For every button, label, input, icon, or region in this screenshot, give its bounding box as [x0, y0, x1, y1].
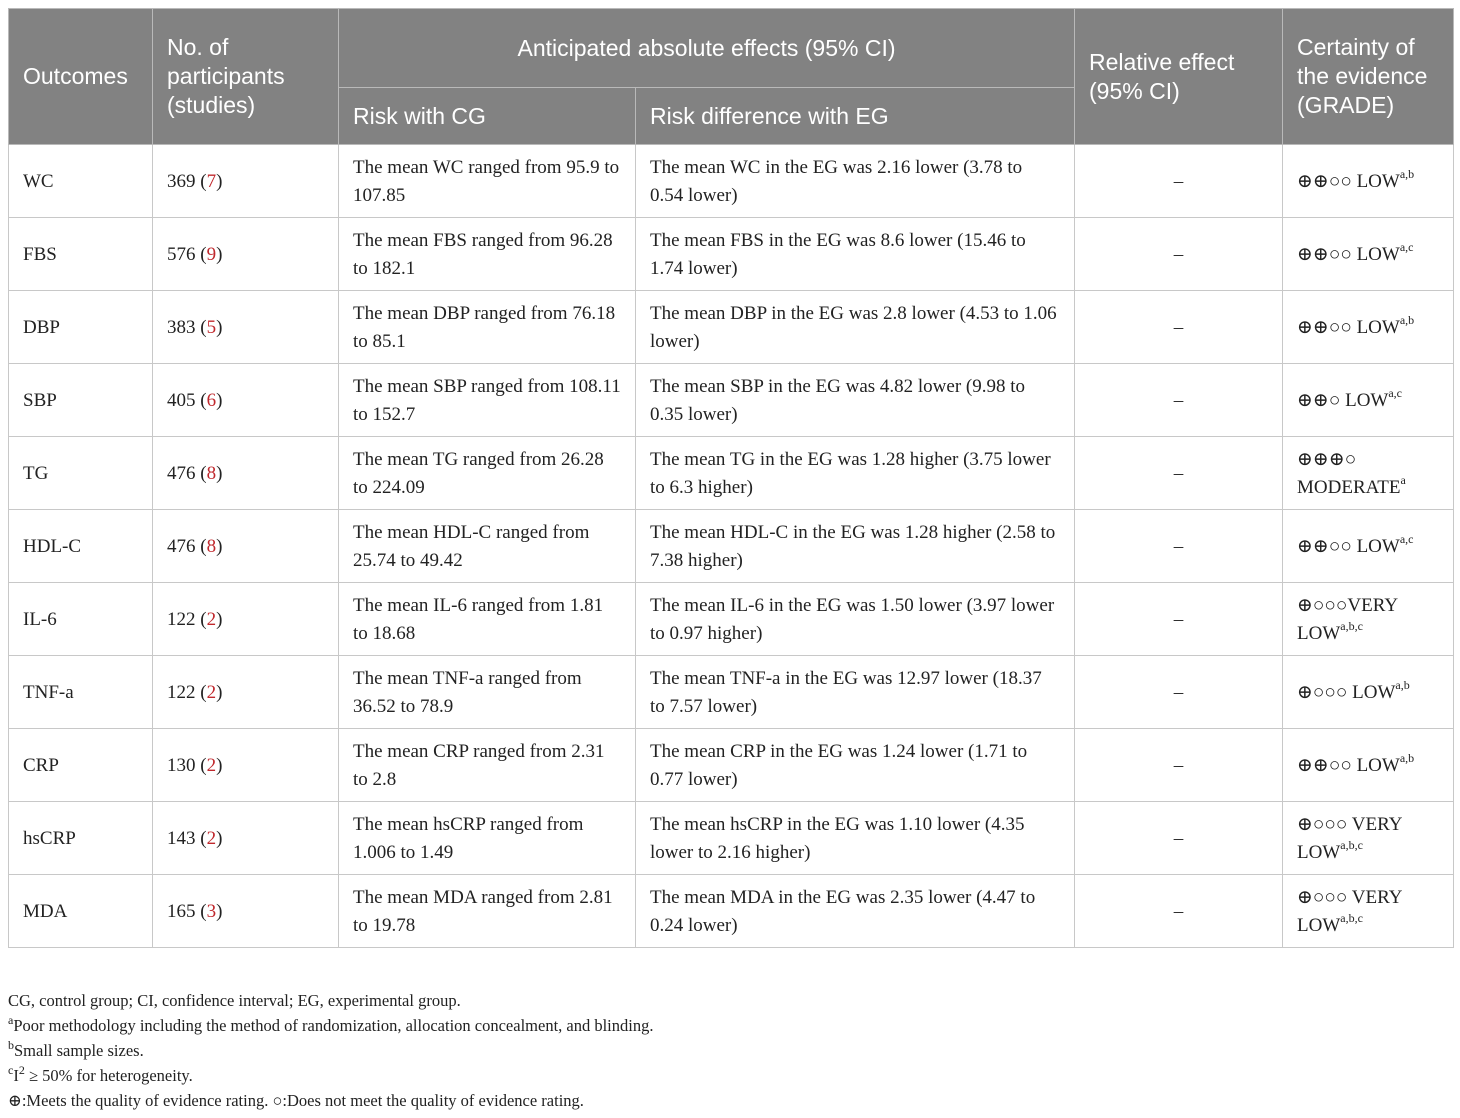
- table-row: [9, 656, 1454, 729]
- grade-label: LOW: [1356, 316, 1400, 338]
- grade-symbols: ⊕⊕⊕○: [1297, 449, 1357, 470]
- footnote-abbreviations: CG, control group; CI, confidence interval; EG, experimental group.: [8, 991, 461, 1010]
- footnote-a-text: Poor methodology including the method of randomization, allocation concealment, and blinding.: [13, 1016, 654, 1035]
- cell-participants: 405 (6): [153, 364, 339, 437]
- cell-certainty: [1283, 291, 1454, 364]
- cell-risk-difference: The mean TG in the EG was 1.28 higher (3.75 lower to 6.3 higher): [636, 437, 1075, 510]
- cell-outcome: IL-6: [9, 583, 153, 656]
- table-body: [9, 145, 1454, 948]
- grade-label: LOW: [1356, 535, 1400, 557]
- cell-certainty: [1283, 656, 1454, 729]
- header-certainty: Certainty of the evidence (GRADE): [1283, 9, 1454, 145]
- cell-risk-cg: The mean TNF-a ranged from 36.52 to 78.9: [339, 656, 636, 729]
- header-anticipated-effects: Anticipated absolute effects (95% CI): [339, 9, 1075, 88]
- grade-symbols: ⊕○○○ VERY: [1297, 887, 1402, 908]
- cell-participants: 476 (8): [153, 437, 339, 510]
- table-row: [9, 145, 1454, 218]
- cell-relative-effect: –: [1075, 583, 1283, 656]
- participants-count: 405: [167, 389, 196, 411]
- cell-risk-difference: The mean TNF-a in the EG was 12.97 lower (18.37 to 7.57 lower): [636, 656, 1075, 729]
- cell-risk-cg: The mean SBP ranged from 108.11 to 152.7: [339, 364, 636, 437]
- grade-label: LOW: [1356, 243, 1400, 265]
- cell-relative-effect: –: [1075, 729, 1283, 802]
- studies-count-link[interactable]: 9: [206, 243, 217, 265]
- grade-footnote-marks: a,b: [1399, 167, 1415, 182]
- cell-relative-effect: –: [1075, 437, 1283, 510]
- participants-count: 576: [167, 243, 196, 265]
- grade-symbols: ⊕⊕○: [1297, 389, 1341, 411]
- cell-risk-difference: The mean WC in the EG was 2.16 lower (3.78 to 0.54 lower): [636, 145, 1075, 218]
- footnote-b: [8, 1038, 1453, 1063]
- grade-label: MODERATE: [1297, 476, 1401, 498]
- cell-risk-cg: The mean FBS ranged from 96.28 to 182.1: [339, 218, 636, 291]
- cell-risk-difference: The mean DBP in the EG was 2.8 lower (4.53 to 1.06 lower): [636, 291, 1075, 364]
- cell-outcome: TNF-a: [9, 656, 153, 729]
- cell-risk-difference: The mean FBS in the EG was 8.6 lower (15.46 to 1.74 lower): [636, 218, 1075, 291]
- cell-relative-effect: –: [1075, 145, 1283, 218]
- grade-label: LOW: [1297, 841, 1341, 863]
- studies-count-link[interactable]: 3: [206, 900, 217, 922]
- grade-footnote-marks: a,b,c: [1340, 911, 1363, 926]
- grade-evidence-table: [8, 8, 1454, 948]
- cell-risk-cg: The mean DBP ranged from 76.18 to 85.1: [339, 291, 636, 364]
- grade-symbols: ⊕⊕○○: [1297, 243, 1352, 265]
- cell-participants: 369 (7): [153, 145, 339, 218]
- studies-count-link[interactable]: 6: [206, 389, 217, 411]
- cell-outcome: SBP: [9, 364, 153, 437]
- grade-footnote-marks: a,c: [1399, 240, 1414, 255]
- studies-count-link[interactable]: 2: [206, 681, 217, 703]
- grade-footnote-marks: a,c: [1399, 532, 1414, 547]
- participants-count: 383: [167, 316, 196, 338]
- grade-footnote-marks: a,b: [1399, 313, 1415, 328]
- cell-risk-cg: The mean IL-6 ranged from 1.81 to 18.68: [339, 583, 636, 656]
- participants-count: 130: [167, 754, 196, 776]
- studies-count-link[interactable]: 2: [206, 608, 217, 630]
- footnote-a: [8, 1013, 1453, 1038]
- cell-relative-effect: –: [1075, 875, 1283, 948]
- cell-risk-cg: The mean HDL-C ranged from 25.74 to 49.42: [339, 510, 636, 583]
- participants-count: 122: [167, 608, 196, 630]
- cell-certainty: [1283, 583, 1454, 656]
- grade-label: LOW: [1356, 170, 1400, 192]
- cell-outcome: FBS: [9, 218, 153, 291]
- grade-label: LOW: [1352, 681, 1396, 703]
- cell-outcome: WC: [9, 145, 153, 218]
- studies-count-link[interactable]: 8: [206, 535, 217, 557]
- cell-certainty: [1283, 875, 1454, 948]
- cell-risk-cg: The mean CRP ranged from 2.31 to 2.8: [339, 729, 636, 802]
- cell-outcome: CRP: [9, 729, 153, 802]
- footnote-c-text: ≥ 50% for heterogeneity.: [24, 1066, 193, 1085]
- grade-footnote-marks: a,b,c: [1340, 838, 1363, 853]
- footnote-c: [8, 1063, 1453, 1088]
- footnote-symbols: ⊕:Meets the quality of evidence rating. ○:Does not meet the quality of evidence rating.: [8, 1091, 584, 1110]
- header-outcomes: Outcomes: [9, 9, 153, 145]
- cell-outcome: TG: [9, 437, 153, 510]
- table-row: [9, 437, 1454, 510]
- participants-count: 476: [167, 462, 196, 484]
- studies-count-link[interactable]: 5: [206, 316, 217, 338]
- cell-risk-difference: The mean HDL-C in the EG was 1.28 higher (2.58 to 7.38 higher): [636, 510, 1075, 583]
- footnote-b-text: Small sample sizes.: [14, 1041, 144, 1060]
- footnote-a-mark: a: [8, 1012, 14, 1027]
- participants-count: 476: [167, 535, 196, 557]
- grade-footnote-marks: a,c: [1388, 386, 1403, 401]
- cell-certainty: [1283, 437, 1454, 510]
- cell-risk-difference: The mean SBP in the EG was 4.82 lower (9.98 to 0.35 lower): [636, 364, 1075, 437]
- evidence-table-container: [8, 8, 1453, 948]
- cell-outcome: MDA: [9, 875, 153, 948]
- grade-label: LOW: [1356, 754, 1400, 776]
- table-row: [9, 583, 1454, 656]
- table-row: [9, 729, 1454, 802]
- footnote-b-mark: b: [8, 1037, 14, 1052]
- cell-relative-effect: –: [1075, 364, 1283, 437]
- studies-count-link[interactable]: 8: [206, 462, 217, 484]
- grade-footnote-marks: a,b,c: [1340, 619, 1363, 634]
- cell-outcome: DBP: [9, 291, 153, 364]
- grade-symbols: ⊕○○○: [1297, 681, 1348, 703]
- cell-risk-cg: The mean TG ranged from 26.28 to 224.09: [339, 437, 636, 510]
- cell-participants: 122 (2): [153, 583, 339, 656]
- cell-certainty: [1283, 218, 1454, 291]
- cell-risk-cg: The mean hsCRP ranged from 1.006 to 1.49: [339, 802, 636, 875]
- participants-count: 369: [167, 170, 196, 192]
- grade-symbols: ⊕⊕○○: [1297, 170, 1352, 192]
- cell-risk-difference: The mean hsCRP in the EG was 1.10 lower (4.35 lower to 2.16 higher): [636, 802, 1075, 875]
- cell-relative-effect: –: [1075, 291, 1283, 364]
- cell-certainty: [1283, 364, 1454, 437]
- participants-count: 165: [167, 900, 196, 922]
- footnote-c-i: I: [13, 1066, 19, 1085]
- cell-relative-effect: –: [1075, 218, 1283, 291]
- studies-count-link[interactable]: 7: [206, 170, 217, 192]
- cell-certainty: [1283, 510, 1454, 583]
- studies-count-link[interactable]: 2: [206, 827, 217, 849]
- cell-outcome: hsCRP: [9, 802, 153, 875]
- cell-risk-cg: The mean WC ranged from 95.9 to 107.85: [339, 145, 636, 218]
- header-participants: No. of participants (studies): [153, 9, 339, 145]
- cell-participants: 143 (2): [153, 802, 339, 875]
- table-row: [9, 510, 1454, 583]
- grade-footnote-marks: a,b: [1395, 678, 1410, 693]
- table-row: [9, 291, 1454, 364]
- cell-risk-difference: The mean MDA in the EG was 2.35 lower (4.47 to 0.24 lower): [636, 875, 1075, 948]
- grade-footnote-marks: a: [1400, 473, 1406, 488]
- table-row: [9, 875, 1454, 948]
- cell-risk-difference: The mean IL-6 in the EG was 1.50 lower (3.97 lower to 0.97 higher): [636, 583, 1075, 656]
- cell-participants: 383 (5): [153, 291, 339, 364]
- table-footnotes: [8, 988, 1453, 1113]
- cell-risk-cg: The mean MDA ranged from 2.81 to 19.78: [339, 875, 636, 948]
- cell-participants: 130 (2): [153, 729, 339, 802]
- cell-outcome: HDL-C: [9, 510, 153, 583]
- cell-participants: 122 (2): [153, 656, 339, 729]
- participants-count: 122: [167, 681, 196, 703]
- grade-footnote-marks: a,b: [1399, 751, 1415, 766]
- grade-symbols: ⊕○○○ VERY: [1297, 814, 1402, 835]
- cell-risk-difference: The mean CRP in the EG was 1.24 lower (1.71 to 0.77 lower): [636, 729, 1075, 802]
- participants-count: 143: [167, 827, 196, 849]
- header-risk-difference: Risk difference with EG: [636, 88, 1075, 145]
- grade-label: LOW: [1345, 389, 1389, 411]
- table-row: [9, 802, 1454, 875]
- footnote-c-sup: 2: [18, 1062, 25, 1077]
- cell-relative-effect: –: [1075, 802, 1283, 875]
- cell-certainty: [1283, 802, 1454, 875]
- header-relative-effect: Relative effect (95% CI): [1075, 9, 1283, 145]
- cell-relative-effect: –: [1075, 656, 1283, 729]
- table-header: [9, 9, 1454, 145]
- cell-certainty: [1283, 729, 1454, 802]
- grade-symbols: ⊕⊕○○: [1297, 754, 1352, 776]
- grade-symbols: ⊕○○○VERY: [1297, 595, 1398, 616]
- table-row: [9, 364, 1454, 437]
- grade-label: LOW: [1297, 622, 1341, 644]
- cell-participants: 576 (9): [153, 218, 339, 291]
- grade-symbols: ⊕⊕○○: [1297, 535, 1352, 557]
- footnote-c-mark: c: [8, 1062, 14, 1077]
- grade-label: LOW: [1297, 914, 1341, 936]
- table-row: [9, 218, 1454, 291]
- cell-participants: 165 (3): [153, 875, 339, 948]
- cell-relative-effect: –: [1075, 510, 1283, 583]
- studies-count-link[interactable]: 2: [206, 754, 217, 776]
- grade-symbols: ⊕⊕○○: [1297, 316, 1352, 338]
- header-risk-cg: Risk with CG: [339, 88, 636, 145]
- cell-participants: 476 (8): [153, 510, 339, 583]
- cell-certainty: [1283, 145, 1454, 218]
